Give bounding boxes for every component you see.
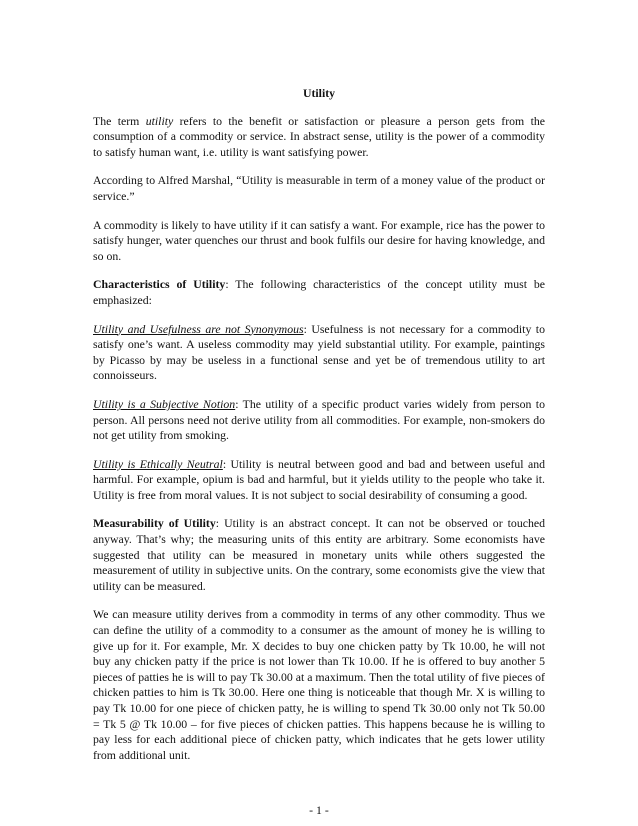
paragraph-ethically-neutral-text: : Utility is neutral between good and bad and between useful and harmful. For example, opium is bad and harmful, but it yields utility to the people who take it. Utility is free from moral values. It is not subject to social desirability of consuming a good. — [93, 456, 545, 502]
paragraph-subjective — [93, 397, 545, 444]
paragraph-definition-body: refers to the benefit or satisfaction or pleasure a person gets from the consumption of a commodity or service. In abstract sense, utility is the power of a commodity to satisfy human want, i.e. utility is want satisfying power. — [93, 113, 546, 159]
paragraph-characteristics — [93, 277, 545, 308]
paragraph-usefulness-text: : Usefulness is not necessary for a commodity to satisfy one’s want. A useless commodity may yield substantial utility. For example, paintings by Picasso by may be useless in a functional sense and yet be of tremendous utility to art connoisseurs. — [93, 321, 545, 383]
heading-measurability: Measurability of Utility — [93, 516, 216, 531]
paragraph-characteristics-text: : The following characteristics of the concept utility must be emphasized: — [93, 277, 545, 307]
paragraph-ethically-neutral — [93, 457, 545, 504]
term-utility: utility — [145, 113, 174, 128]
heading-subjective: Utility is a Subjective Notion — [93, 396, 236, 411]
heading-usefulness: Utility and Usefulness are not Synonymous — [93, 321, 304, 336]
paragraph-marshal-quote: According to Alfred Marshal, “Utility is measurable in term of a money value of the product or service.” — [93, 173, 545, 203]
paragraph-measurement-example: We can measure utility derives from a commodity in terms of any other commodity. Thus we can define the utility of a commodity to a consumer as the amount of money he is willing to give up for it. For example, Mr. X decides to buy one chicken patty by Tk 10.00, he will not buy any chicken patty if the price is not lower than Tk 10.00. If he is offered to buy another 5 pieces of patties he is will to pay Tk 30.00 at a maximum. Then the total utility of five pieces of chicken patties to him is Tk 30.00. Here one thing is noticeable that though Mr. X is willing to pay Tk 10.00 for one piece of chicken patty, he is willing to spend Tk 30.00 only not Tk 50.00 = Tk 5 @ Tk 10.00 – for five pieces of chicken patties. This happens because he is willing to pay less for each additional piece of chicken patty, which indicates that he gets lower utility from additional unit. — [93, 607, 545, 762]
paragraph-measurability — [93, 516, 545, 594]
heading-characteristics: Characteristics of Utility — [93, 277, 226, 292]
paragraph-commodity-want: A commodity is likely to have utility if it can satisfy a want. For example, rice has the power to satisfy hunger, water quenches our thrust and book fulfils our desire for having knowledge, and so on. — [93, 217, 545, 263]
heading-ethically-neutral: Utility is Ethically Neutral — [93, 456, 223, 471]
document-title: Utility — [302, 86, 336, 100]
paragraph-measurability-text: : Utility is an abstract concept. It can not be observed or touched anyway. That’s why; the measuring units of this entity are arbitrary. Some economists have suggested that utility can be measured in monetary units while others suggested the measurement of utility in subjective units. On the contrary, some economists give the view that utility can be measured. — [93, 516, 545, 593]
paragraph-definition — [93, 114, 545, 161]
paragraph-usefulness — [93, 322, 545, 384]
paragraph-definition-intro: The term — [93, 113, 146, 128]
page-number: - 1 - — [309, 803, 329, 817]
paragraph-subjective-text: : The utility of a specific product varies widely from person to person. All persons need not derive utility from all commodities. For example, non-smokers do not get utility from smoking. — [93, 396, 545, 443]
document-page — [93, 86, 545, 776]
